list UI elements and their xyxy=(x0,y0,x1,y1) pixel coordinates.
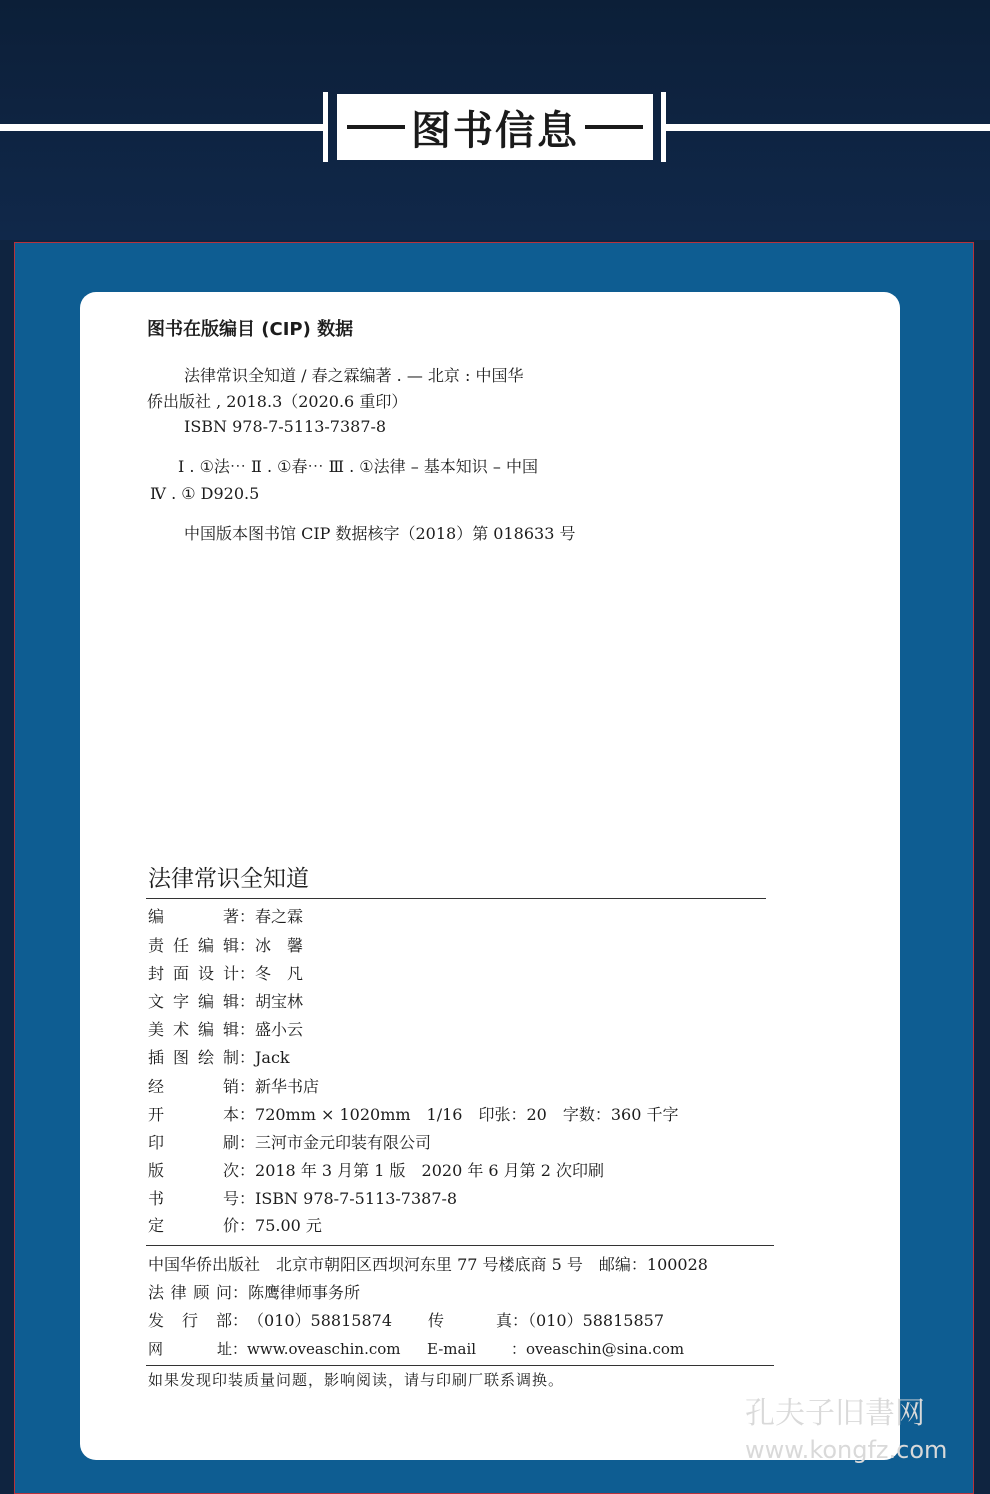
field-row: 版次：2018 年 3 月第 1 版 2020 年 6 月第 2 次印刷 xyxy=(148,1161,605,1180)
field-row: 印刷：三河市金元印装有限公司 xyxy=(148,1133,432,1152)
title-rule xyxy=(146,898,766,899)
cip-line: 法律常识全知道 / 春之霖编著 . — 北京 : 中国华 xyxy=(184,366,524,385)
website-link[interactable]: www.oveaschin.com xyxy=(247,1340,401,1358)
cip-classification: Ⅳ . ① D920.5 xyxy=(150,484,260,503)
header-rule-right xyxy=(664,124,990,131)
legal-advisor-row: 法律顾问：陈鹰律师事务所 xyxy=(148,1283,361,1302)
notice-rule xyxy=(146,1365,774,1366)
cip-isbn: ISBN 978-7-5113-7387-8 xyxy=(184,417,387,436)
cip-line: 侨出版社 , 2018.3（2020.6 重印） xyxy=(147,392,408,411)
publisher-address: 中国华侨出版社 北京市朝阳区西坝河东里 77 号楼底商 5 号 邮编：100028 xyxy=(148,1255,708,1274)
copyright-page xyxy=(80,292,900,1460)
cip-classification: Ⅰ . ①法⋯ Ⅱ . ①春⋯ Ⅲ . ①法律 – 基本知识 – 中国 xyxy=(178,457,538,476)
header-bracket-left xyxy=(323,92,328,162)
contact-row: 发行部：（010）58815874 传真：（010）58815857 xyxy=(148,1311,665,1330)
field-row: 书号：ISBN 978-7-5113-7387-8 xyxy=(148,1189,458,1208)
field-row: 美术编辑：盛小云 xyxy=(148,1020,304,1039)
field-row: 定价：75.00 元 xyxy=(148,1216,322,1235)
header-bracket-right xyxy=(661,92,666,162)
title-dash-right xyxy=(585,125,643,129)
watermark-url: www.kongfz.com xyxy=(745,1436,948,1464)
field-row: 责任编辑：冰 馨 xyxy=(148,936,304,955)
title-dash-left xyxy=(347,125,405,129)
email-link[interactable]: oveaschin@sina.com xyxy=(526,1340,685,1358)
field-row: 开本：720mm × 1020mm 1/16 印张：20 字数：360 千字 xyxy=(148,1105,679,1124)
book-title: 法律常识全知道 xyxy=(148,866,309,892)
publisher-rule xyxy=(146,1245,774,1246)
watermark xyxy=(745,1396,947,1468)
header-rule-left xyxy=(0,124,326,131)
cip-record-number: 中国版本图书馆 CIP 数据核字（2018）第 018633 号 xyxy=(184,524,576,543)
cip-heading: 图书在版编目 (CIP) 数据 xyxy=(147,319,354,340)
watermark-name: 孔夫子旧書网 xyxy=(745,1396,925,1431)
field-row: 文字编辑：胡宝林 xyxy=(148,992,304,1011)
header-title-box xyxy=(337,94,653,160)
field-row: 封面设计：冬 凡 xyxy=(148,964,304,983)
quality-notice: 如果发现印装质量问题，影响阅读，请与印刷厂联系调换。 xyxy=(148,1371,565,1389)
page-title: 图书信息 xyxy=(411,107,579,154)
field-row: 插图绘制：Jack xyxy=(148,1048,290,1067)
field-row: 编著：春之霖 xyxy=(148,907,304,926)
field-row: 经销：新华书店 xyxy=(148,1077,320,1096)
contact-row: 网址：www.oveaschin.com E-mail ：oveaschin@sina.com xyxy=(148,1340,685,1358)
